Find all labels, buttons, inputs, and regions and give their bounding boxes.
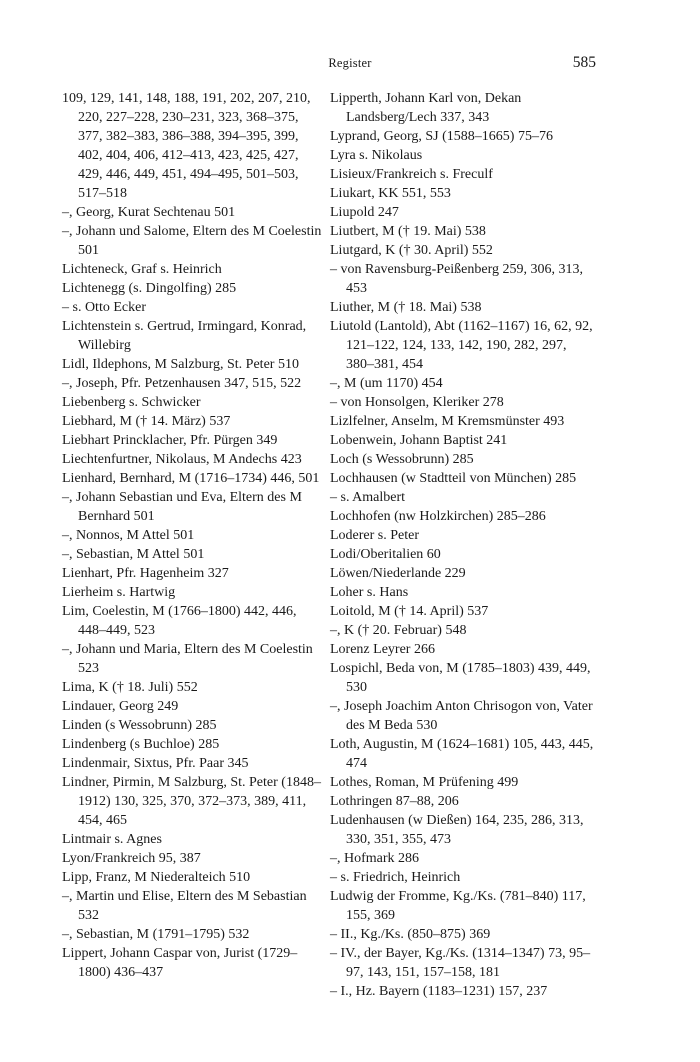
left-column	[62, 89, 326, 982]
index-entry: Lindauer, Georg 249	[62, 699, 179, 714]
index-entry: Liuther, M († 18. Mai) 538	[330, 300, 482, 315]
index-entry: Lorenz Leyrer 266	[330, 642, 435, 657]
index-entry: –, Martin und Elise, Eltern des M Sebastian 532	[62, 889, 307, 923]
index-entry: Liukart, KK 551, 553	[330, 186, 451, 201]
index-entry: Lienhart, Pfr. Hagenheim 327	[62, 566, 229, 581]
index-entry: Löwen/Niederlande 229	[330, 566, 466, 581]
index-entry: Lindner, Pirmin, M Salzburg, St. Peter (1848–1912) 130, 325, 370, 372–373, 389, 411, 454, 465	[62, 775, 321, 828]
page-header	[0, 54, 700, 78]
index-entry: Lospichl, Beda von, M (1785–1803) 439, 449, 530	[330, 661, 591, 695]
index-entry: – s. Friedrich, Heinrich	[330, 870, 461, 885]
index-entry: Loher s. Hans	[330, 585, 409, 600]
index-entry: Lintmair s. Agnes	[62, 832, 162, 847]
index-entry: Liechtenfurtner, Nikolaus, M Andechs 423	[62, 452, 302, 467]
index-entry: –, Johann und Salome, Eltern des M Coelestin 501	[62, 224, 322, 258]
index-entry: Loth, Augustin, M (1624–1681) 105, 443, 445, 474	[330, 737, 594, 771]
index-entry: Lichteneck, Graf s. Heinrich	[62, 262, 222, 277]
index-entry: Lodi/Oberitalien 60	[330, 547, 441, 562]
index-entry: –, K († 20. Februar) 548	[330, 623, 467, 638]
index-entry: Loch (s Wessobrunn) 285	[330, 452, 474, 467]
index-entry: – IV., der Bayer, Kg./Ks. (1314–1347) 73, 95–97, 143, 151, 157–158, 181	[330, 946, 591, 980]
index-entry: Lisieux/Frankreich s. Freculf	[330, 167, 493, 182]
index-entry: Lindenmair, Sixtus, Pfr. Paar 345	[62, 756, 249, 771]
right-column	[330, 89, 594, 1001]
index-entry: Lima, K († 18. Juli) 552	[62, 680, 198, 695]
index-entry: Lipperth, Johann Karl von, Dekan Landsberg/Lech 337, 343	[330, 91, 522, 125]
index-entry: – s. Otto Ecker	[62, 300, 146, 315]
index-entry: Lothringen 87–88, 206	[330, 794, 459, 809]
index-entry: – von Ravensburg-Peißenberg 259, 306, 313, 453	[330, 262, 584, 296]
index-entry: – s. Amalbert	[330, 490, 406, 505]
index-entry: Lobenwein, Johann Baptist 241	[330, 433, 508, 448]
index-entry: Lindenberg (s Buchloe) 285	[62, 737, 220, 752]
index-entry: Liutold (Lantold), Abt (1162–1167) 16, 62, 92, 121–122, 124, 133, 142, 190, 282, 297, 380–381, 454	[330, 319, 593, 372]
index-entry: 109, 129, 141, 148, 188, 191, 202, 207, 210, 220, 227–228, 230–231, 323, 368–375, 377, 382–383, 386–388, 394–395, 399, 402, 404, 406, 412–413, 423, 425, 427, 429, 446, 449, 451, 494–495, 501–503, 517–518	[62, 91, 311, 201]
index-entry: –, Nonnos, M Attel 501	[62, 528, 195, 543]
index-entry: Lichtenegg (s. Dingolfing) 285	[62, 281, 237, 296]
index-entry: Lyon/Frankreich 95, 387	[62, 851, 201, 866]
index-entry: – II., Kg./Ks. (850–875) 369	[330, 927, 491, 942]
index-entry: –, Johann und Maria, Eltern des M Coelestin 523	[62, 642, 313, 676]
index-entry: Lipp, Franz, M Niederalteich 510	[62, 870, 251, 885]
index-entry: Linden (s Wessobrunn) 285	[62, 718, 217, 733]
index-entry: Lierheim s. Hartwig	[62, 585, 176, 600]
index-entry: Loitold, M († 14. April) 537	[330, 604, 489, 619]
index-entry: Liutgard, K († 30. April) 552	[330, 243, 493, 258]
index-entry: Lippert, Johann Caspar von, Jurist (1729–1800) 436–437	[62, 946, 298, 980]
index-entry: –, Sebastian, M Attel 501	[62, 547, 205, 562]
index-entry: Lochhofen (nw Holzkirchen) 285–286	[330, 509, 546, 524]
index-entry: Ludenhausen (w Dießen) 164, 235, 286, 313, 330, 351, 355, 473	[330, 813, 584, 847]
index-entry: –, Georg, Kurat Sechtenau 501	[62, 205, 236, 220]
index-entry: Lidl, Ildephons, M Salzburg, St. Peter 510	[62, 357, 299, 372]
index-entry: –, Joseph, Pfr. Petzenhausen 347, 515, 522	[62, 376, 302, 391]
index-entry: Liutbert, M († 19. Mai) 538	[330, 224, 486, 239]
index-entry: Ludwig der Fromme, Kg./Ks. (781–840) 117, 155, 369	[330, 889, 586, 923]
index-entry: –, M (um 1170) 454	[330, 376, 443, 391]
index-entry: Liebhard, M († 14. März) 537	[62, 414, 231, 429]
index-entry: – von Honsolgen, Kleriker 278	[330, 395, 504, 410]
index-entry: Liebhart Princklacher, Pfr. Pürgen 349	[62, 433, 278, 448]
index-entry: Lothes, Roman, M Prüfening 499	[330, 775, 519, 790]
index-entry: – I., Hz. Bayern (1183–1231) 157, 237	[330, 984, 548, 999]
index-entry: Lichtenstein s. Gertrud, Irmingard, Konrad, Willebirg	[62, 319, 307, 353]
running-title: Register	[328, 56, 372, 70]
index-entry: Liebenberg s. Schwicker	[62, 395, 201, 410]
index-entry: –, Joseph Joachim Anton Chrisogon von, Vater des M Beda 530	[330, 699, 593, 733]
index-entry: Lochhausen (w Stadtteil von München) 285	[330, 471, 577, 486]
index-entry: Liupold 247	[330, 205, 399, 220]
index-entry: Lizlfelner, Anselm, M Kremsmünster 493	[330, 414, 565, 429]
index-entry: Lyprand, Georg, SJ (1588–1665) 75–76	[330, 129, 553, 144]
index-entry: –, Hofmark 286	[330, 851, 420, 866]
index-entry: Lyra s. Nikolaus	[330, 148, 423, 163]
index-entry: –, Johann Sebastian und Eva, Eltern des M Bernhard 501	[62, 490, 302, 524]
index-entry: Lim, Coelestin, M (1766–1800) 442, 446, 448–449, 523	[62, 604, 297, 638]
page-number: 585	[572, 54, 596, 71]
index-entry: Loderer s. Peter	[330, 528, 420, 543]
index-entry: –, Sebastian, M (1791–1795) 532	[62, 927, 250, 942]
index-entry: Lienhard, Bernhard, M (1716–1734) 446, 501	[62, 471, 320, 486]
